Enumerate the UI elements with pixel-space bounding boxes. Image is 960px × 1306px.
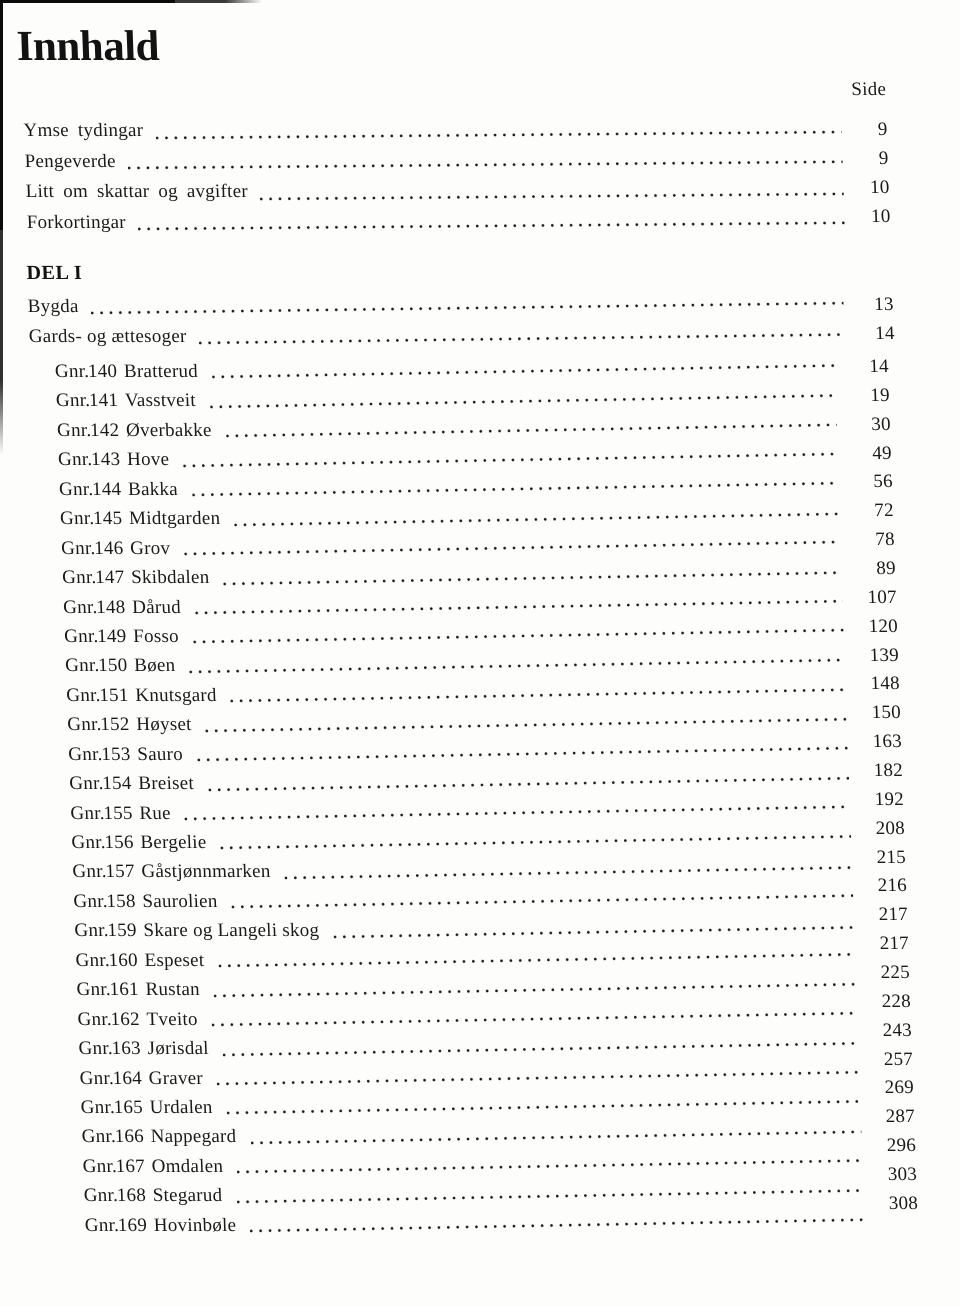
gnr-name: Hovinbøle <box>153 1214 237 1236</box>
gnr-prefix: Gnr. <box>78 1038 114 1060</box>
toc-row <box>72 846 907 886</box>
gnr-name: Graver <box>148 1067 204 1089</box>
gnr-prefix: Gnr. <box>80 1096 116 1118</box>
gnr-number: 169 <box>117 1214 148 1236</box>
dot-leader <box>226 423 837 438</box>
gnr-number: 147 <box>94 567 125 589</box>
toc-row <box>68 760 904 798</box>
gnr-number: 167 <box>115 1155 146 1177</box>
page-number: 139 <box>869 644 900 666</box>
page-number: 257 <box>883 1048 914 1070</box>
toc-entry-label: Bygda <box>27 296 79 317</box>
page-number: 150 <box>871 702 902 724</box>
dot-leader <box>185 805 850 821</box>
dot-leader <box>128 160 843 170</box>
gnr-prefix: Gnr. <box>71 832 107 853</box>
toc-row <box>74 904 909 945</box>
dot-leader <box>250 1218 864 1233</box>
page-number: 10 <box>870 205 891 227</box>
gnr-number: 160 <box>108 949 139 971</box>
gnr-prefix: Gnr. <box>83 1185 119 1207</box>
gnr-prefix: Gnr. <box>65 684 101 706</box>
page-number: 107 <box>867 586 898 608</box>
gnr-number: 145 <box>92 508 123 530</box>
gnr-number: 144 <box>91 478 122 500</box>
gnr-number: 143 <box>90 449 121 471</box>
gnr-prefix: Gnr. <box>55 390 91 412</box>
gnr-number: 142 <box>89 419 120 441</box>
gnr-name: Espeset <box>144 949 205 971</box>
gnr-prefix: Gnr. <box>68 773 104 795</box>
gnr-name: Rue <box>139 802 172 824</box>
gnr-name: Omdalen <box>151 1155 224 1177</box>
gnr-prefix: Gnr. <box>84 1214 120 1236</box>
page-column-header: Side <box>850 79 887 100</box>
page-number: 303 <box>887 1164 918 1186</box>
dot-leader <box>221 835 852 851</box>
gnr-name: Stegarud <box>152 1185 223 1207</box>
dot-leader <box>232 894 854 909</box>
dot-leader <box>333 925 854 939</box>
toc-row <box>23 116 888 147</box>
page-number: 228 <box>881 990 912 1012</box>
toc-row <box>60 529 896 563</box>
gnr-name: Urdalen <box>149 1096 213 1118</box>
gnr-number: 154 <box>101 773 132 795</box>
page-number: 120 <box>868 615 899 637</box>
gnr-prefix: Gnr. <box>75 949 111 971</box>
gnr-name: Fosso <box>132 625 180 647</box>
gnr-prefix: Gnr. <box>59 508 95 530</box>
dot-leader <box>237 1159 862 1174</box>
page-number: 217 <box>879 933 910 955</box>
toc-row <box>65 673 901 710</box>
page-number: 148 <box>870 673 901 695</box>
page-number: 30 <box>870 413 892 435</box>
gnr-name: Hove <box>126 449 170 471</box>
gnr-prefix: Gnr. <box>72 861 108 883</box>
gnr-name: Vasstveit <box>124 390 197 412</box>
page-number: 72 <box>873 500 895 522</box>
dot-leader <box>234 512 840 527</box>
gnr-name: Tveito <box>146 1008 199 1030</box>
dot-leader <box>195 599 843 615</box>
gnr-name: Rustan <box>145 979 201 1001</box>
toc-row <box>73 875 908 916</box>
dot-leader <box>208 776 849 792</box>
page-number: 9 <box>878 147 889 169</box>
dot-leader <box>197 746 848 762</box>
dot-leader <box>217 1070 859 1086</box>
gnr-prefix: Gnr. <box>66 714 102 736</box>
gnr-number: 157 <box>105 861 136 883</box>
gnr-name: Bakka <box>127 478 179 500</box>
dot-leader <box>285 865 853 879</box>
dot-leader <box>223 1041 859 1057</box>
page-number: 182 <box>873 760 904 782</box>
page-number: 78 <box>874 529 896 551</box>
page-number: 287 <box>885 1106 916 1128</box>
gnr-number: 158 <box>106 890 137 912</box>
dot-leader <box>192 481 839 497</box>
toc-row <box>25 177 890 208</box>
gnr-prefix: Gnr. <box>77 1008 113 1030</box>
dot-leader <box>212 1011 858 1027</box>
toc-row <box>71 817 906 857</box>
toc-row <box>61 558 897 592</box>
toc-row <box>27 292 894 322</box>
gnr-prefix: Gnr. <box>58 478 94 500</box>
gnr-prefix: Gnr. <box>73 890 109 912</box>
toc-row <box>62 586 898 622</box>
gnr-prefix: Gnr. <box>62 596 98 618</box>
gnr-prefix: Gnr. <box>57 449 93 471</box>
page-number: 163 <box>872 731 903 753</box>
dot-leader <box>184 540 841 556</box>
gnr-name: Bøen <box>133 655 176 677</box>
toc-row <box>57 442 893 474</box>
page-number: 215 <box>876 846 907 868</box>
gnr-name: Skibdalen <box>130 567 210 589</box>
dot-leader <box>260 192 844 201</box>
gnr-name: Øverbakke <box>125 419 213 441</box>
gnr-number: 150 <box>97 655 128 677</box>
gnr-number: 166 <box>114 1126 145 1148</box>
toc-row <box>58 471 894 504</box>
gnr-name: Gåstjønnmarken <box>141 861 271 883</box>
gnr-prefix: Gnr. <box>70 802 106 824</box>
toc-row <box>67 731 903 769</box>
dot-leader <box>91 301 844 315</box>
page-title: Innhald <box>15 23 160 70</box>
dot-leader <box>206 717 847 733</box>
toc-row <box>55 386 890 415</box>
page-number: 192 <box>874 788 905 810</box>
dot-leader <box>231 688 846 703</box>
page-number: 216 <box>877 875 908 897</box>
toc-row <box>54 357 889 386</box>
page-number: 208 <box>875 817 906 839</box>
page-number: 14 <box>874 323 896 344</box>
dot-leader <box>218 953 855 969</box>
toc-row <box>63 615 899 651</box>
gnr-number: 146 <box>93 537 124 559</box>
gnr-name: Dårud <box>131 596 182 618</box>
gnr-name: Bergelie <box>140 832 207 853</box>
gnr-prefix: Gnr. <box>81 1126 117 1148</box>
gnr-number: 168 <box>116 1185 147 1207</box>
gnr-prefix: Gnr. <box>79 1067 115 1089</box>
page-number: 308 <box>888 1192 919 1214</box>
toc-row <box>66 702 902 739</box>
dot-leader <box>193 628 844 644</box>
gnr-prefix: Gnr. <box>67 743 103 765</box>
gnr-prefix: Gnr. <box>60 537 96 559</box>
gnr-entry-list <box>54 357 919 1240</box>
gnr-name: Nappegard <box>150 1126 237 1148</box>
gnr-number: 148 <box>95 596 126 618</box>
gnr-number: 149 <box>96 625 127 647</box>
page-number: 14 <box>868 356 890 377</box>
toc-entry-label: Litt om skattar og avgifter <box>25 181 249 203</box>
toc-row <box>24 147 889 178</box>
toc-entry-label: Ymse tydingar <box>23 120 144 141</box>
dot-leader <box>250 1130 861 1145</box>
page-number: 13 <box>873 294 895 315</box>
dot-leader <box>212 364 835 379</box>
page-number: 9 <box>877 119 888 140</box>
gnr-name: Breiset <box>137 773 195 795</box>
gnr-name: Midtgarden <box>128 508 221 530</box>
front-matter-list <box>23 116 891 238</box>
toc-entry-label: Pengeverde <box>24 150 117 172</box>
gnr-number: 159 <box>107 920 138 942</box>
dot-leader <box>214 982 856 998</box>
dot-leader <box>199 333 845 345</box>
toc-row <box>70 788 905 828</box>
gnr-number: 165 <box>113 1096 144 1118</box>
gnr-prefix: Gnr. <box>56 419 92 441</box>
toc-row <box>26 205 891 239</box>
gnr-prefix: Gnr. <box>64 655 100 677</box>
dot-leader <box>223 570 841 585</box>
page-number: 19 <box>869 384 891 406</box>
gnr-number: 152 <box>99 714 130 736</box>
toc-row <box>76 962 911 1004</box>
gnr-prefix: Gnr. <box>61 567 97 589</box>
page-number: 217 <box>878 904 909 926</box>
gnr-number: 164 <box>112 1067 143 1089</box>
dot-leader <box>236 1188 863 1203</box>
gnr-number: 163 <box>111 1038 142 1060</box>
gnr-prefix: Gnr. <box>76 979 112 1001</box>
gnr-name: Saurolien <box>142 890 218 912</box>
gnr-prefix: Gnr. <box>54 361 90 382</box>
toc-row <box>75 933 910 975</box>
gnr-number: 140 <box>87 361 118 382</box>
section-list <box>27 292 895 352</box>
page-number: 243 <box>882 1019 913 1041</box>
toc-row <box>64 644 900 680</box>
toc-row <box>28 322 895 352</box>
toc-entry-label: Forkortingar <box>26 211 127 233</box>
gnr-name: Grov <box>129 537 171 559</box>
gnr-name: Sauro <box>136 743 184 765</box>
page-number: 10 <box>869 176 890 198</box>
dot-leader <box>138 221 845 231</box>
part-heading: DEL I <box>26 262 83 284</box>
gnr-prefix: Gnr. <box>74 920 110 942</box>
gnr-number: 151 <box>98 684 129 706</box>
toc-row <box>56 413 892 445</box>
dot-leader <box>189 658 845 674</box>
gnr-number: 153 <box>100 743 131 765</box>
page-number: 89 <box>875 558 897 580</box>
dot-leader <box>227 1100 861 1116</box>
gnr-number: 155 <box>103 802 134 824</box>
toc-entry-label: Gards- og ættesoger <box>28 326 187 347</box>
toc-row <box>59 500 895 533</box>
page-number: 269 <box>884 1077 915 1099</box>
gnr-number: 162 <box>110 1008 141 1030</box>
dot-leader <box>183 452 838 468</box>
page-number: 49 <box>871 442 893 464</box>
page-number: 225 <box>880 962 911 984</box>
dot-leader <box>155 130 841 140</box>
scan-artifact-topline <box>0 0 270 3</box>
gnr-number: 161 <box>109 979 140 1001</box>
gnr-name: Bratterud <box>123 361 199 382</box>
gnr-number: 156 <box>104 832 135 853</box>
gnr-name: Jørisdal <box>147 1038 210 1060</box>
gnr-name: Knutsgard <box>134 684 218 706</box>
scan-artifact-leftbar <box>0 0 3 460</box>
gnr-name: Skare og Langeli skog <box>143 920 320 942</box>
gnr-prefix: Gnr. <box>63 625 99 647</box>
page-number: 296 <box>886 1135 917 1157</box>
gnr-number: 141 <box>88 390 119 412</box>
dot-leader <box>210 393 836 408</box>
page-number: 56 <box>872 471 894 493</box>
gnr-name: Høyset <box>135 714 193 736</box>
gnr-prefix: Gnr. <box>82 1155 118 1177</box>
